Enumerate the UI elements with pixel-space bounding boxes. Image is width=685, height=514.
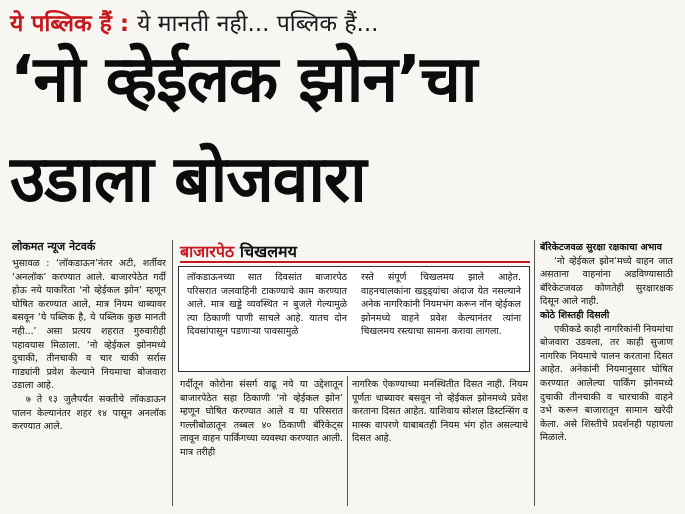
column-divider: [172, 240, 173, 506]
article-column-3: नागरिक ऐकण्याच्या मनस्थितीत दिसत नाही. नियम पूर्णतः धाब्यावर बसवून नो व्हेईकल झोनमध्ये प्रवेश करताना दिसत आहेत. याशिवाय सोशल डिस्टन्सिंग व मास्क वापरणे याबाबतही नियम भंग होत असल्याचे दिसत आहे.: [352, 379, 528, 445]
paragraph: भुसावळ : ‘लॉकडाऊन’नंतर अटी, शर्तीवर ‘अनलॉक’ करण्यात आले. बाजारपेठेत गर्दी होऊ नये याकरिता ‘नो व्हेईकल झोन’ म्हणून घोषित करण्यात आले, मात्र नियम धाब्यावर बसवून ‘ये पब्लिक है, ये पब्लिक कुछ मानती नही...’ असा प्रत्यय शहरात गुरुवारीही पहावयास मिळाला. ‘नो व्हेईकल झोनमध्ये दुचाकी, तीनचाकी व चार चाकी सर्रास गाड्यांनी प्रवेश केल्याने नियमाचा बोजवारा उडाला आहे.: [12, 258, 166, 392]
column-divider: [347, 376, 348, 506]
subheading: बॅरिकेटजवळ सुरक्षा रक्षकाचा अभाव: [540, 242, 662, 253]
section-tag-label: बाजारपेठ: [180, 242, 235, 261]
subheading: कोठे शिस्तही दिसली: [540, 309, 610, 321]
kicker-highlight: ये पब्लिक हैं :: [10, 11, 130, 37]
article-column-4: [540, 241, 673, 445]
article-column-1: [12, 257, 166, 434]
section-tag: [180, 240, 530, 263]
paragraph: एकीकडे काही नागरिकांनी नियमांचा बोजवारा उडवला, तर काही सुजाण नागरिक नियमाचे पालन करताना दिसत आहेत. अनेकांनी नियमानुसार घोषित करण्यात आलेल्या पार्किंग झोनमध्ये दुचाकी तीनचाकी व चारचाकी वाहने उभे करून बाजारातून सामान खरेदी केला. असे शिस्तीचे प्रदर्शनही पहायला मिळाले.: [540, 323, 673, 444]
paragraph: ‘नो व्हेईकल झोन’मध्ये वाहन जात असताना वाहनांना अडविण्यासाठी बॅरिकेटजवळ कोणतेही सुरक्षारक्षक दिसून आले नाही.: [540, 255, 673, 308]
box-column-right: रस्ते संपूर्ण चिखलमय झाले आहेत. वाहनचालकांना खड्ड्यांचा अंदाज येत नसल्याने अनेक नागरिकांनी नियमभंग करून नॉन व्हेईकल झोनमध्ये वाहने प्रवेश केल्यानंतर त्यांना चिखलमय रस्त्याचा सामना करावा लागला.: [361, 272, 521, 338]
sidebar-box: [178, 266, 530, 372]
kicker: [10, 6, 378, 38]
box-column-left: लॉकडाऊनच्या सात दिवसांत बाजारपेठ परिसरात जलवाहिनी टाकण्याचे काम करण्यात आले. मात्र खड्डे व्यवस्थित न बुजले गेल्यामुळे त्या ठिकाणी पाणी साचले आहे. यातच दोन दिवसांपासून पडणाऱ्या पावसामुळे: [187, 272, 347, 338]
headline-line-1: ‘नो व्हेईलक झोन’चा: [10, 43, 477, 117]
column-divider: [534, 240, 535, 506]
headline-line-2: उडाला बोजवारा: [10, 143, 366, 217]
section-title: चिखलमय: [239, 242, 297, 261]
paragraph: ७ ते १३ जुलैपर्यंत सक्तीचे लॉकडाऊन पालन केल्यानंतर शहर १४ पासून अनलॉक करण्यात आले.: [12, 393, 166, 433]
kicker-text: ये मानती नही... पब्लिक हैं...: [137, 11, 379, 37]
byline: लोकमत न्यूज नेटवर्क: [12, 240, 96, 253]
article-column-2: गर्दीतून कोरोना संसर्ग वाढू नये या उद्देशातून बाजारपेठेत सहा ठिकाणी ‘नो व्हेईकल झोन’ म्हणून घोषित करण्यात आले व या परिसरात गल्लीबोळातून तब्बल ४० ठिकाणी बॅरिकेट्स लावून वाहन पार्किंगच्या व्यवस्था करण्यात आली. मात्र तरीही: [180, 379, 343, 458]
